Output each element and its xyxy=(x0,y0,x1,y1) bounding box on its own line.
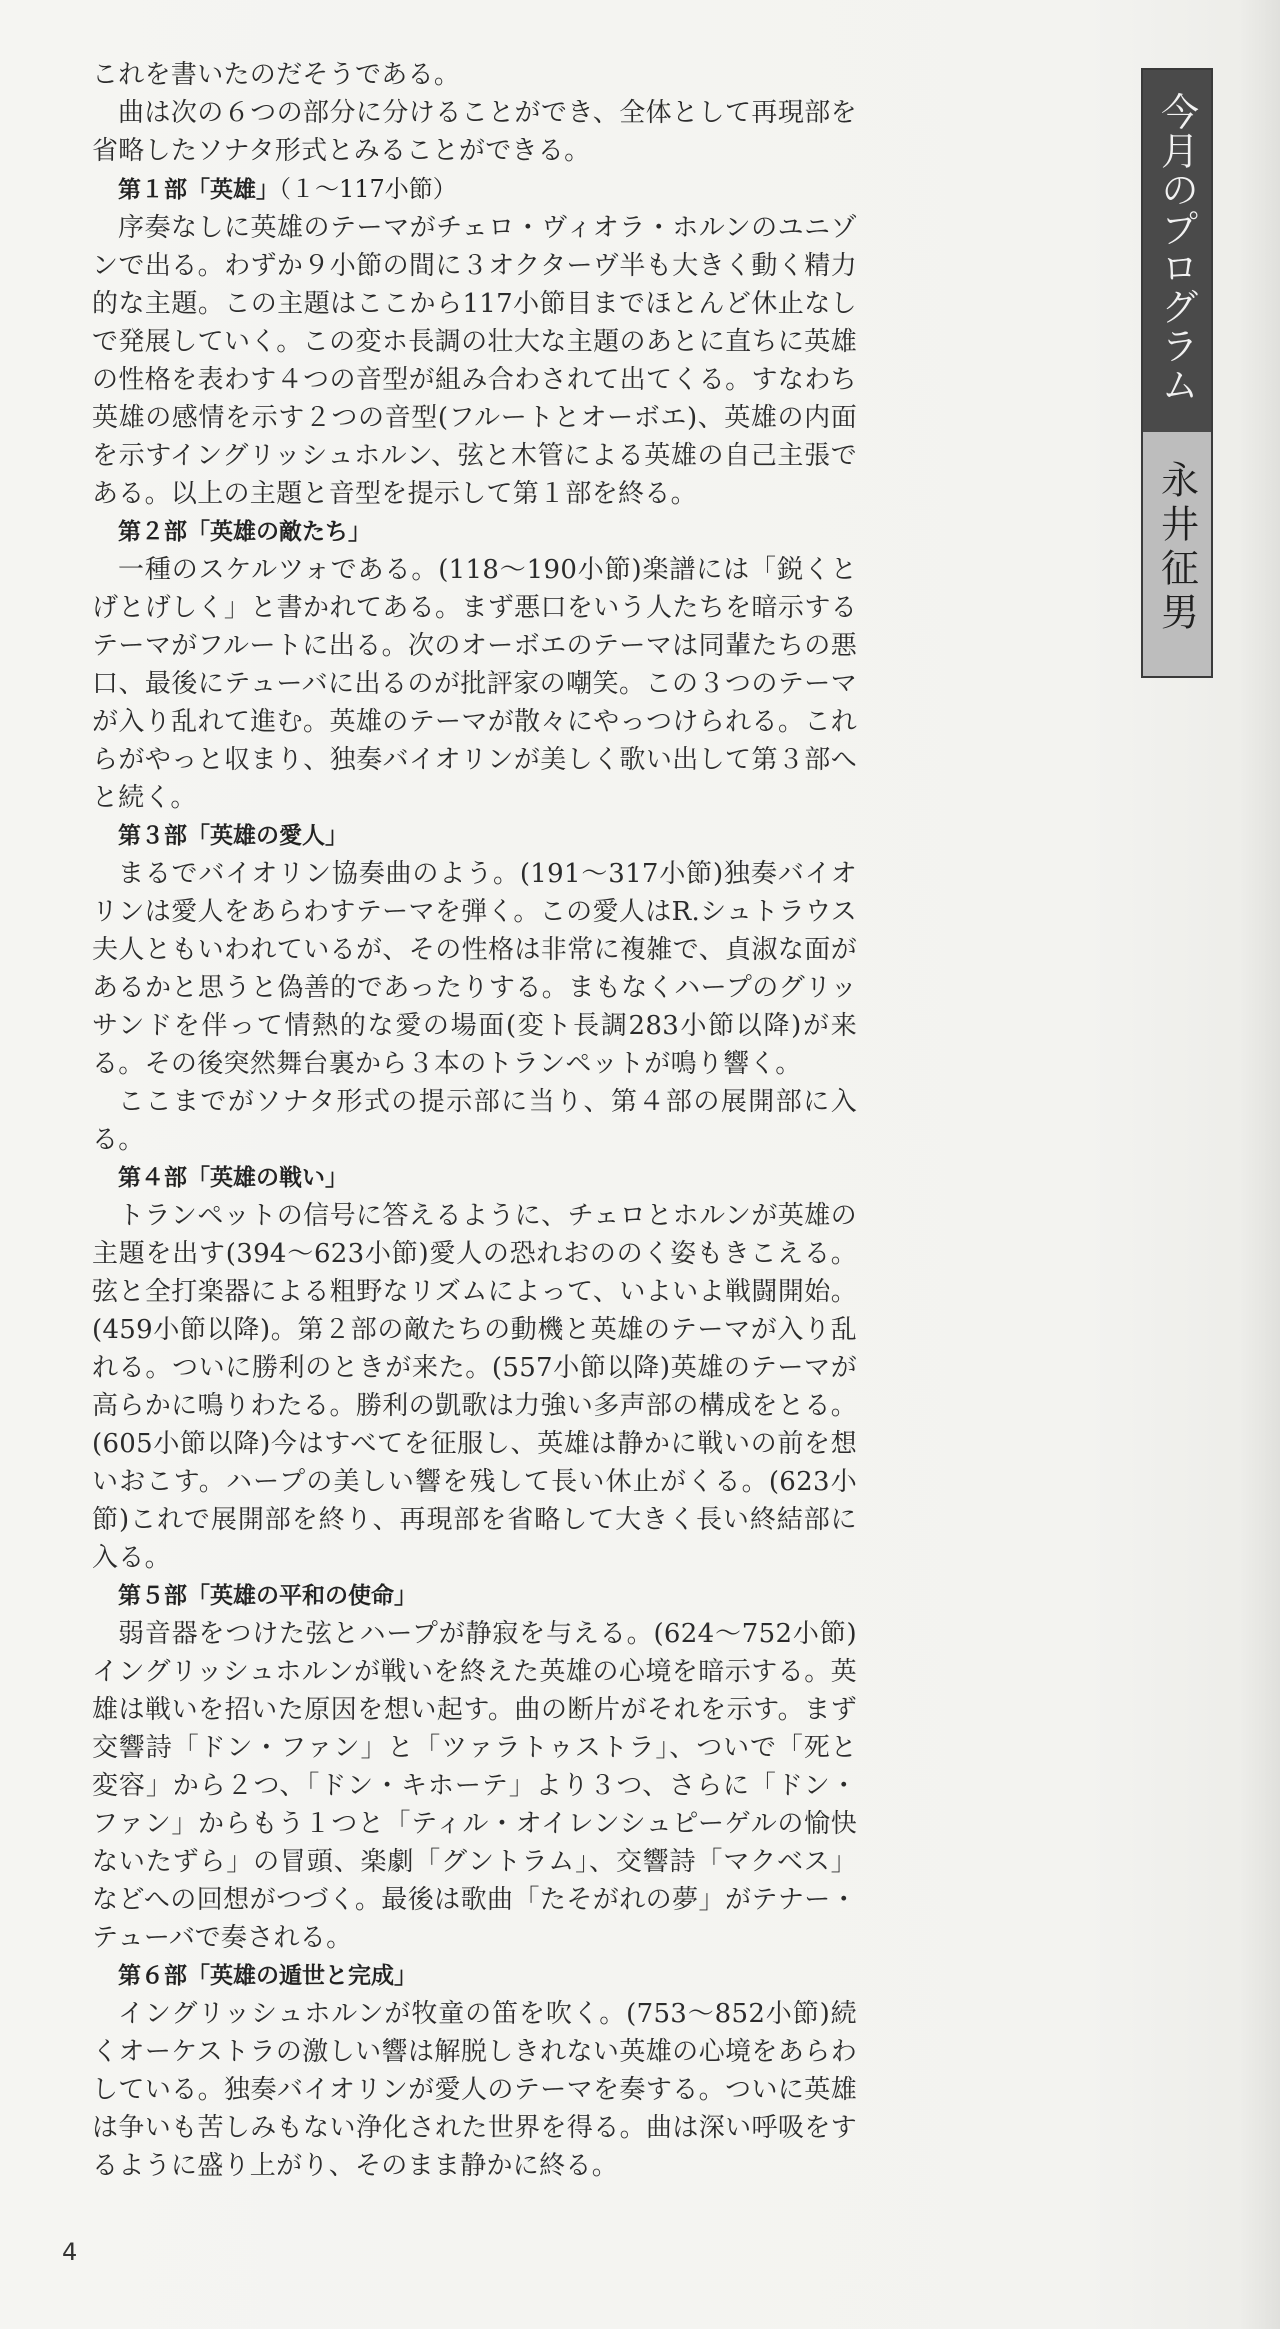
section-heading-part-6: 第６部「英雄の遁世と完成」 xyxy=(118,1963,417,1989)
sidebar-title: 今月のプログラム xyxy=(1154,92,1199,404)
section-paragraph: トランペットの信号に答えるように、チェロとホルンが英雄の主題を出す(394～623小節)愛人の恐れおののく姿もきこえる。弦と全打楽器による粗野なリズムによって、いよいよ戦闘開始。(459小節以降)。第２部の敵たちの動機と英雄のテーマが入り乱れる。ついに勝利のときが来た。(557小節以降)英雄のテーマが高らかに鳴りわたる。勝利の凱歌は力強い多声部の構成をとる。(605小節以降)今はすべてを征服し、英雄は静かに戦いの前を想いおこす。ハープの美しい響を残して長い休止がくる。(623小節)これで展開部を終り、再現部を省略して大きく長い終結部に入る。 xyxy=(92,1201,857,1573)
sidebar-tab xyxy=(1141,68,1213,678)
section-range: （１～117小節） xyxy=(279,175,457,203)
section-paragraph: 一種のスケルツォである。(118～190小節)楽譜には「鋭くとげとげしく」と書かれてある。まず悪口をいう人たちを暗示するテーマがフルートに出る。次のオーボエのテーマは同輩たちの悪口、最後にテューバに出るのが批評家の嘲笑。この３つのテーマが入り乱れて進む。英雄のテーマが散々にやっつけられる。これらがやっと収まり、独奏バイオリンが美しく歌い出して第３部へと続く。 xyxy=(92,555,857,813)
page-edge-shadow xyxy=(1240,0,1280,2329)
structure-paragraph: 曲は次の６つの部分に分けることができ、全体として再現部を省略したソナタ形式とみることができる。 xyxy=(92,98,857,166)
author-name: 永井征男 xyxy=(1154,460,1199,636)
section-heading-part-4: 第４部「英雄の戦い」 xyxy=(118,1165,348,1191)
section-heading-part-1 xyxy=(92,170,857,209)
section-paragraph: 弱音器をつけた弦とハープが静寂を与える。(624～752小節)イングリッシュホルンが戦いを終えた英雄の心境を暗示する。英雄は戦いを招いた原因を想い起す。曲の断片がそれを示す。まず交響詩「ドン・ファン」と「ツァラトゥストラ」、ついで「死と変容」から２つ、「ドン・キホーテ」より３つ、さらに「ドン・ファン」からもう１つと「ティル・オイレンシュピーゲルの愉快ないたずら」の冒頭、楽劇「グントラム」、交響詩「マクベス」などへの回想がつづく。最後は歌曲「たそがれの夢」がテナー・テューバで奏される。 xyxy=(92,1619,857,1953)
section-heading-part-5: 第５部「英雄の平和の使命」 xyxy=(118,1583,417,1609)
opening-paragraph: これを書いたのだそうである。 xyxy=(92,60,461,90)
sidebar-title-block xyxy=(1143,70,1211,432)
section-paragraph: まるでバイオリン協奏曲のよう。(191～317小節)独奏バイオリンは愛人をあらわすテーマを弾く。この愛人はR.シュトラウス夫人ともいわれているが、その性格は非常に複雑で、貞淑な面があるかと思うと偽善的であったりする。まもなくハープのグリッサンドを伴って情熱的な愛の場面(変ト長調283小節以降)が来る。その後突然舞台裏から３本のトランペットが鳴り響く。 xyxy=(92,859,857,1079)
section-heading-part-2: 第２部「英雄の敵たち」 xyxy=(118,519,371,545)
page-number: 4 xyxy=(62,2238,78,2266)
section-paragraph: 序奏なしに英雄のテーマがチェロ・ヴィオラ・ホルンのユニゾンで出る。わずか９小節の間に３オクターヴ半も大きく動く精力的な主題。この主題はここから117小節目までほとんど休止なしで発展していく。この変ホ長調の壮大な主題のあとに直ちに英雄の性格を表わす４つの音型が組み合わされて出てくる。すなわち英雄の感情を示す２つの音型(フルートとオーボエ)、英雄の内面を示すイングリッシュホルン、弦と木管による英雄の自己主張である。以上の主題と音型を提示して第１部を終る。 xyxy=(92,213,857,509)
section-heading-part-3: 第３部「英雄の愛人」 xyxy=(118,823,348,849)
section-paragraph: イングリッシュホルンが牧童の笛を吹く。(753～852小節)続くオーケストラの激しい響は解脱しきれない英雄の心境をあらわしている。独奏バイオリンが愛人のテーマを奏する。ついに英雄は争いも苦しみもない浄化された世界を得る。曲は深い呼吸をするように盛り上がり、そのまま静かに終る。 xyxy=(92,1999,857,2181)
section-title: 第１部「英雄」 xyxy=(118,177,279,203)
sidebar-author-block xyxy=(1143,432,1211,676)
program-notes-article xyxy=(92,56,857,2185)
section-paragraph: ここまでがソナタ形式の提示部に当り、第４部の展開部に入る。 xyxy=(92,1087,857,1155)
